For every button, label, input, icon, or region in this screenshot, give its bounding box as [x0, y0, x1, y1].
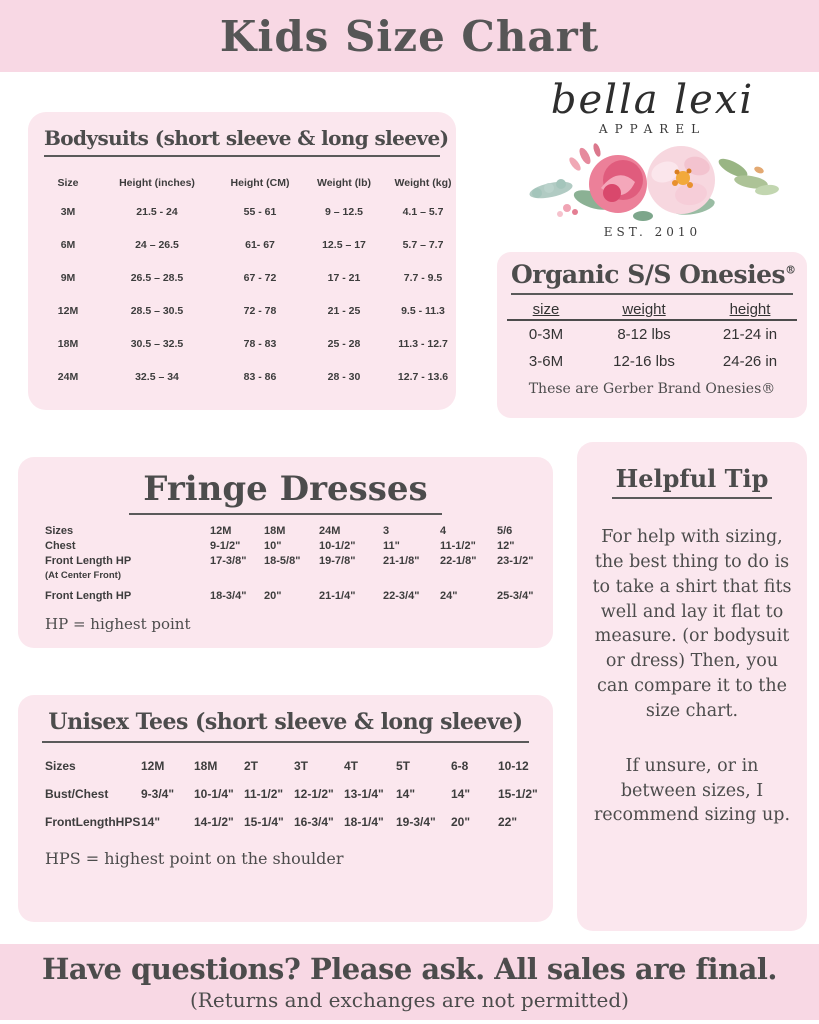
- height-cm-cell: 72 - 78: [243, 304, 277, 317]
- table-row: [45, 815, 553, 843]
- onesies-table: [497, 301, 807, 375]
- chest-cell: 12": [497, 540, 515, 552]
- table-row: [38, 195, 446, 228]
- fringe-title-text: Fringe Dresses: [129, 469, 441, 515]
- bust-chest-cell: 12-1/2": [294, 787, 334, 801]
- size-cell: 18M: [57, 337, 79, 350]
- size-cell: 5T: [396, 759, 411, 773]
- size-cell: 12M: [141, 759, 165, 773]
- front-length-cell: 23-1/2": [497, 555, 534, 567]
- chest-cell: 11-1/2": [440, 540, 476, 552]
- weight-lb-cell: 21 - 25: [327, 304, 361, 317]
- footer-sub-text: (Returns and exchanges are not permitted): [190, 988, 629, 1012]
- row-label: Bust/Chest: [45, 787, 109, 801]
- table-row: [45, 759, 553, 787]
- table-row: [45, 570, 553, 585]
- onesies-title-text: Organic S/S Onesies: [511, 260, 786, 289]
- fringe-table: [45, 525, 553, 605]
- size-cell: 24M: [319, 525, 341, 537]
- chest-cell: 10-1/2": [319, 540, 356, 552]
- bodysuits-rows: [38, 195, 449, 393]
- bust-chest-cell: 11-1/2": [244, 787, 284, 801]
- chest-cell: 10": [264, 540, 282, 552]
- height-inches-cell: 26.5 – 28.5: [130, 271, 184, 284]
- title-banner: [0, 0, 819, 72]
- front-length-cell: 20": [264, 590, 282, 602]
- size-cell: 3T: [294, 759, 309, 773]
- table-row: [38, 327, 446, 360]
- weight-kg-cell: 11.3 - 12.7: [398, 337, 448, 350]
- bodysuits-table: [38, 171, 452, 393]
- weight-kg-cell: 4.1 – 5.7: [402, 205, 444, 218]
- front-length-cell: 22-3/4": [383, 590, 420, 602]
- table-row: [507, 321, 797, 348]
- front-length-cell: 18-5/8": [264, 555, 301, 567]
- table-row: [45, 555, 553, 570]
- onesies-brand-note: These are Gerber Brand Onesies®: [528, 381, 776, 397]
- bust-chest-cell: 14": [396, 787, 416, 801]
- row-label: Sizes: [45, 759, 76, 773]
- table-row: [38, 294, 446, 327]
- row-sublabel: (At Center Front): [45, 570, 121, 581]
- size-cell: 2T: [244, 759, 259, 773]
- bust-chest-cell: 14": [451, 787, 471, 801]
- hps-legend: HPS = highest point on the shoulder: [45, 849, 344, 868]
- table-row: [45, 787, 553, 815]
- table-row: [45, 525, 553, 540]
- size-cell: 3-6M: [528, 353, 564, 370]
- helpful-tip-title-text: Helpful Tip: [612, 464, 773, 499]
- front-length-hps-cell: 14": [141, 815, 161, 829]
- height-cell: 24-26 in: [722, 353, 778, 370]
- bodysuits-section: [28, 112, 456, 410]
- height-cm-cell: 67 - 72: [243, 271, 277, 284]
- unisex-tees-section: [18, 695, 553, 922]
- column-header: Weight (lb): [316, 177, 372, 189]
- row-label: Sizes: [45, 525, 74, 537]
- front-length-cell: 19-7/8": [319, 555, 356, 567]
- weight-kg-cell: 9.5 - 11.3: [401, 304, 445, 317]
- height-inches-cell: 24 – 26.5: [135, 238, 179, 251]
- helpful-tip-title: [577, 464, 807, 499]
- front-length-hps-cell: 16-3/4": [294, 815, 334, 829]
- weight-kg-cell: 5.7 – 7.7: [402, 238, 444, 251]
- onesies-header-row: [507, 301, 797, 321]
- table-row: [507, 348, 797, 375]
- height-cell: 21-24 in: [722, 326, 778, 343]
- brand-logo: [505, 77, 800, 252]
- height-inches-cell: 30.5 – 32.5: [130, 337, 184, 350]
- front-length-cell: 17-3/8": [210, 555, 247, 567]
- fringe-dresses-section: [18, 457, 553, 648]
- brand-established: EST. 2010: [603, 225, 702, 239]
- weight-lb-cell: 28 - 30: [327, 370, 361, 383]
- bust-chest-cell: 15-1/2": [498, 787, 538, 801]
- tees-table: [45, 759, 553, 843]
- height-cm-cell: 55 - 61: [243, 205, 277, 218]
- tip-paragraph: If unsure, or in between sizes, I recommend sizing up.: [593, 755, 791, 826]
- size-cell: 3M: [60, 205, 76, 218]
- brand-subtitle: APPAREL: [598, 122, 707, 136]
- size-cell: 4T: [344, 759, 359, 773]
- weight-lb-cell: 17 - 21: [327, 271, 361, 284]
- registered-trademark-symbol: ®: [785, 263, 796, 277]
- size-cell: 6M: [60, 238, 76, 251]
- bust-chest-cell: 9-3/4": [141, 787, 175, 801]
- hp-legend: HP = highest point: [45, 615, 191, 633]
- weight-kg-cell: 12.7 - 13.6: [397, 370, 449, 383]
- table-row: [38, 360, 449, 393]
- front-length-cell: 18-3/4": [210, 590, 247, 602]
- front-length-cell: 25-3/4": [497, 590, 534, 602]
- bodysuits-title: Bodysuits (short sleeve & long sleeve): [44, 126, 440, 157]
- front-length-hps-cell: 15-1/4": [244, 815, 284, 829]
- size-cell: 0-3M: [528, 326, 564, 343]
- front-length-cell: 24": [440, 590, 458, 602]
- column-header: Size: [57, 177, 79, 189]
- row-label: Chest: [45, 540, 76, 552]
- bust-chest-cell: 13-1/4": [344, 787, 384, 801]
- height-cm-cell: 78 - 83: [243, 337, 277, 350]
- page-title: Kids Size Chart: [219, 11, 600, 61]
- size-cell: 24M: [57, 370, 79, 383]
- tip-paragraph: For help with sizing, the best thing to do is to take a shirt that fits well and lay it flat to measure. (or bodysuit or dress) Then, you can compare it to the size chart.: [592, 527, 792, 721]
- weight-kg-cell: 7.7 - 9.5: [403, 271, 443, 284]
- front-length-cell: 21-1/4": [319, 590, 356, 602]
- fringe-title: [18, 469, 553, 515]
- size-cell: 18M: [194, 759, 218, 773]
- column-header: weight: [622, 301, 666, 318]
- front-length-hps-cell: 20": [451, 815, 471, 829]
- brand-name: bella lexi: [550, 77, 755, 123]
- height-inches-cell: 28.5 – 30.5: [130, 304, 184, 317]
- chest-cell: 9-1/2": [210, 540, 241, 552]
- tees-title: Unisex Tees (short sleeve & long sleeve): [42, 709, 529, 743]
- size-cell: 3: [383, 525, 390, 537]
- helpful-tip-section: [577, 442, 807, 931]
- weight-lb-cell: 12.5 – 17: [322, 238, 366, 251]
- table-row: [38, 228, 446, 261]
- size-cell: 10-12: [498, 759, 529, 773]
- size-cell: 9M: [60, 271, 76, 284]
- height-inches-cell: 32.5 – 34: [135, 370, 179, 383]
- height-inches-cell: 21.5 - 24: [136, 205, 178, 218]
- weight-lb-cell: 25 - 28: [327, 337, 361, 350]
- column-header: size: [532, 301, 560, 318]
- footer-banner: [0, 944, 819, 1020]
- onesies-title: [511, 260, 796, 295]
- bust-chest-cell: 10-1/4": [194, 787, 234, 801]
- chest-cell: 11": [383, 540, 400, 552]
- size-cell: 18M: [264, 525, 286, 537]
- size-cell: 12M: [57, 304, 79, 317]
- peony-bouquet-icon: [523, 138, 783, 224]
- front-length-cell: 21-1/8": [383, 555, 420, 567]
- footer-main-text: Have questions? Please ask. All sales are final.: [41, 952, 778, 986]
- front-length-hps-cell: 19-3/4": [396, 815, 436, 829]
- table-row: [45, 590, 553, 605]
- front-length-hps-cell: 18-1/4": [344, 815, 384, 829]
- table-row: [45, 540, 553, 555]
- weight-cell: 12-16 lbs: [613, 353, 675, 370]
- height-cm-cell: 83 - 86: [243, 370, 277, 383]
- bodysuits-header-row: [38, 171, 452, 195]
- column-header: height: [729, 301, 771, 318]
- height-cm-cell: 61- 67: [245, 238, 275, 251]
- size-cell: 12M: [210, 525, 232, 537]
- row-label: Front Length HP: [45, 590, 132, 602]
- column-header: Weight (kg): [394, 177, 452, 189]
- front-length-hps-cell: 14-1/2": [194, 815, 234, 829]
- column-header: Height (inches): [119, 177, 195, 189]
- weight-cell: 8-12 lbs: [617, 326, 671, 343]
- row-label: Front Length HP: [45, 555, 132, 567]
- row-label: FrontLengthHPS: [45, 815, 141, 829]
- table-row: [38, 261, 446, 294]
- front-length-cell: 22-1/8": [440, 555, 477, 567]
- front-length-hps-cell: 22": [498, 815, 518, 829]
- column-header: Height (CM): [230, 177, 290, 189]
- size-cell: 6-8: [451, 759, 469, 773]
- size-cell: 5/6: [497, 525, 513, 537]
- onesies-section: [497, 252, 807, 418]
- onesies-rows: [497, 321, 807, 375]
- weight-lb-cell: 9 – 12.5: [325, 205, 363, 218]
- size-cell: 4: [440, 525, 447, 537]
